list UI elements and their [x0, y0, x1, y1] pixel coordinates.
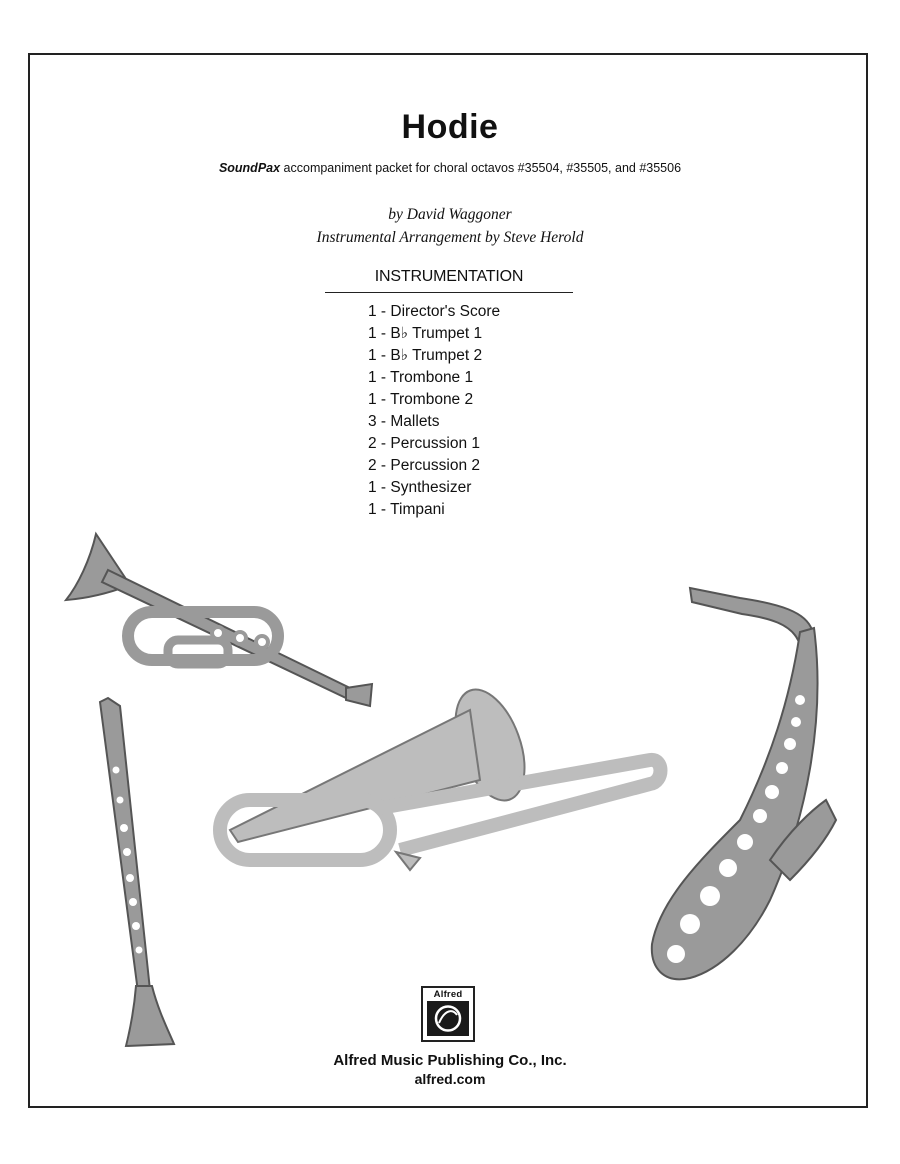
instrumentation-item: 1 - Synthesizer [368, 479, 472, 496]
instrumentation-heading: INSTRUMENTATION [374, 268, 524, 285]
publisher-name: Alfred Music Publishing Co., Inc. [333, 1052, 567, 1069]
instrumentation-item: 2 - Percussion 1 [368, 435, 480, 452]
trumpet-icon [66, 534, 372, 706]
logo-text: Alfred [433, 989, 463, 1000]
clarinet-icon [100, 698, 174, 1046]
trombone-icon [220, 680, 661, 870]
instrumentation-item: 1 - Trombone 1 [368, 369, 474, 386]
instrumentation-item: 2 - Percussion 2 [368, 457, 480, 474]
alfred-logo [421, 986, 475, 1042]
instrumentation-item: 1 - Timpani [368, 501, 445, 518]
instrumentation-item: 1 - Director's Score [368, 303, 501, 320]
composer-credit: by David Waggoner [388, 206, 512, 223]
subtitle-text: accompaniment packet for choral octavos #35504, #35505, and #35506 [280, 161, 682, 175]
instrumentation-item: 1 - B♭ Trumpet 1 [368, 325, 483, 342]
saxophone-icon [652, 588, 836, 979]
instrumentation-item: 1 - B♭ Trumpet 2 [368, 347, 483, 364]
page-title: Hodie [401, 108, 499, 146]
instrumentation-item: 3 - Mallets [368, 413, 440, 430]
subtitle-brand: SoundPax [218, 161, 281, 175]
publisher-website: alfred.com [414, 1071, 486, 1087]
arranger-credit: Instrumental Arrangement by Steve Herold [316, 229, 584, 246]
instrumentation-item: 1 - Trombone 2 [368, 391, 474, 408]
logo-emblem-icon [427, 1001, 469, 1036]
